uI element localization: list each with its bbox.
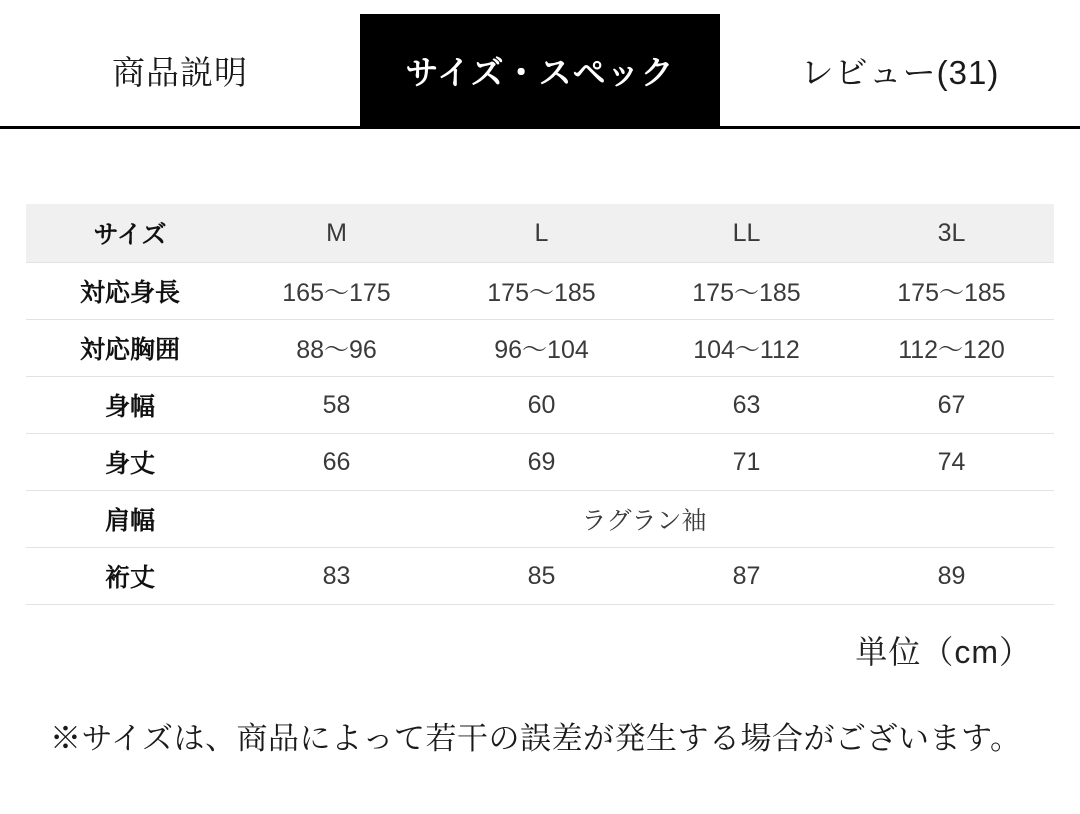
cell-body-width-l: 60 (439, 377, 644, 434)
cell-sleeve-length-m: 83 (234, 548, 439, 605)
table-body (26, 263, 1054, 605)
table-row (26, 548, 1054, 605)
size-note: ※サイズは、商品によって若干の誤差が発生する場合がございます。 (50, 721, 1022, 756)
row-label-height: 対応身長 (26, 263, 234, 320)
cell-body-length-m: 66 (234, 434, 439, 491)
cell-chest-l: 96〜104 (439, 320, 644, 377)
cell-body-length-ll: 71 (644, 434, 849, 491)
cell-chest-m: 88〜96 (234, 320, 439, 377)
tab-reviews[interactable] (720, 14, 1080, 126)
cell-sleeve-length-ll: 87 (644, 548, 849, 605)
column-header-3l: 3L (849, 204, 1054, 263)
size-spec-content (0, 204, 1080, 763)
cell-chest-ll: 104〜112 (644, 320, 849, 377)
tab-reviews-label: レビュー(31) (800, 53, 1000, 91)
tab-product-description-label: 商品説明 (112, 53, 248, 91)
cell-chest-3l: 112〜120 (849, 320, 1054, 377)
cell-sleeve-length-3l: 89 (849, 548, 1054, 605)
cell-body-length-3l: 74 (849, 434, 1054, 491)
table-header-row (26, 204, 1054, 263)
cell-height-m: 165〜175 (234, 263, 439, 320)
size-spec-table (26, 204, 1054, 605)
column-header-ll: LL (644, 204, 849, 263)
table-row (26, 263, 1054, 320)
tab-size-spec[interactable] (360, 14, 720, 126)
table-row (26, 434, 1054, 491)
table-head (26, 204, 1054, 263)
cell-body-width-ll: 63 (644, 377, 849, 434)
tab-size-spec-label: サイズ・スペック (405, 53, 675, 91)
cell-height-l: 175〜185 (439, 263, 644, 320)
cell-sleeve-length-l: 85 (439, 548, 644, 605)
row-label-shoulder-width: 肩幅 (26, 491, 234, 548)
cell-body-length-l: 69 (439, 434, 644, 491)
table-row (26, 320, 1054, 377)
cell-body-width-3l: 67 (849, 377, 1054, 434)
column-header-l: L (439, 204, 644, 263)
cell-body-width-m: 58 (234, 377, 439, 434)
cell-height-ll: 175〜185 (644, 263, 849, 320)
cell-height-3l: 175〜185 (849, 263, 1054, 320)
row-label-chest: 対応胸囲 (26, 320, 234, 377)
cell-shoulder-width-all: ラグラン袖 (234, 491, 1054, 548)
tab-bar (0, 0, 1080, 129)
tab-product-description[interactable] (0, 14, 360, 126)
row-label-sleeve-length: 裄丈 (26, 548, 234, 605)
table-row (26, 377, 1054, 434)
column-header-size: サイズ (26, 204, 234, 263)
row-label-body-width: 身幅 (26, 377, 234, 434)
column-header-m: M (234, 204, 439, 263)
unit-label: 単位（cm） (855, 634, 1032, 670)
table-row (26, 491, 1054, 548)
row-label-body-length: 身丈 (26, 434, 234, 491)
